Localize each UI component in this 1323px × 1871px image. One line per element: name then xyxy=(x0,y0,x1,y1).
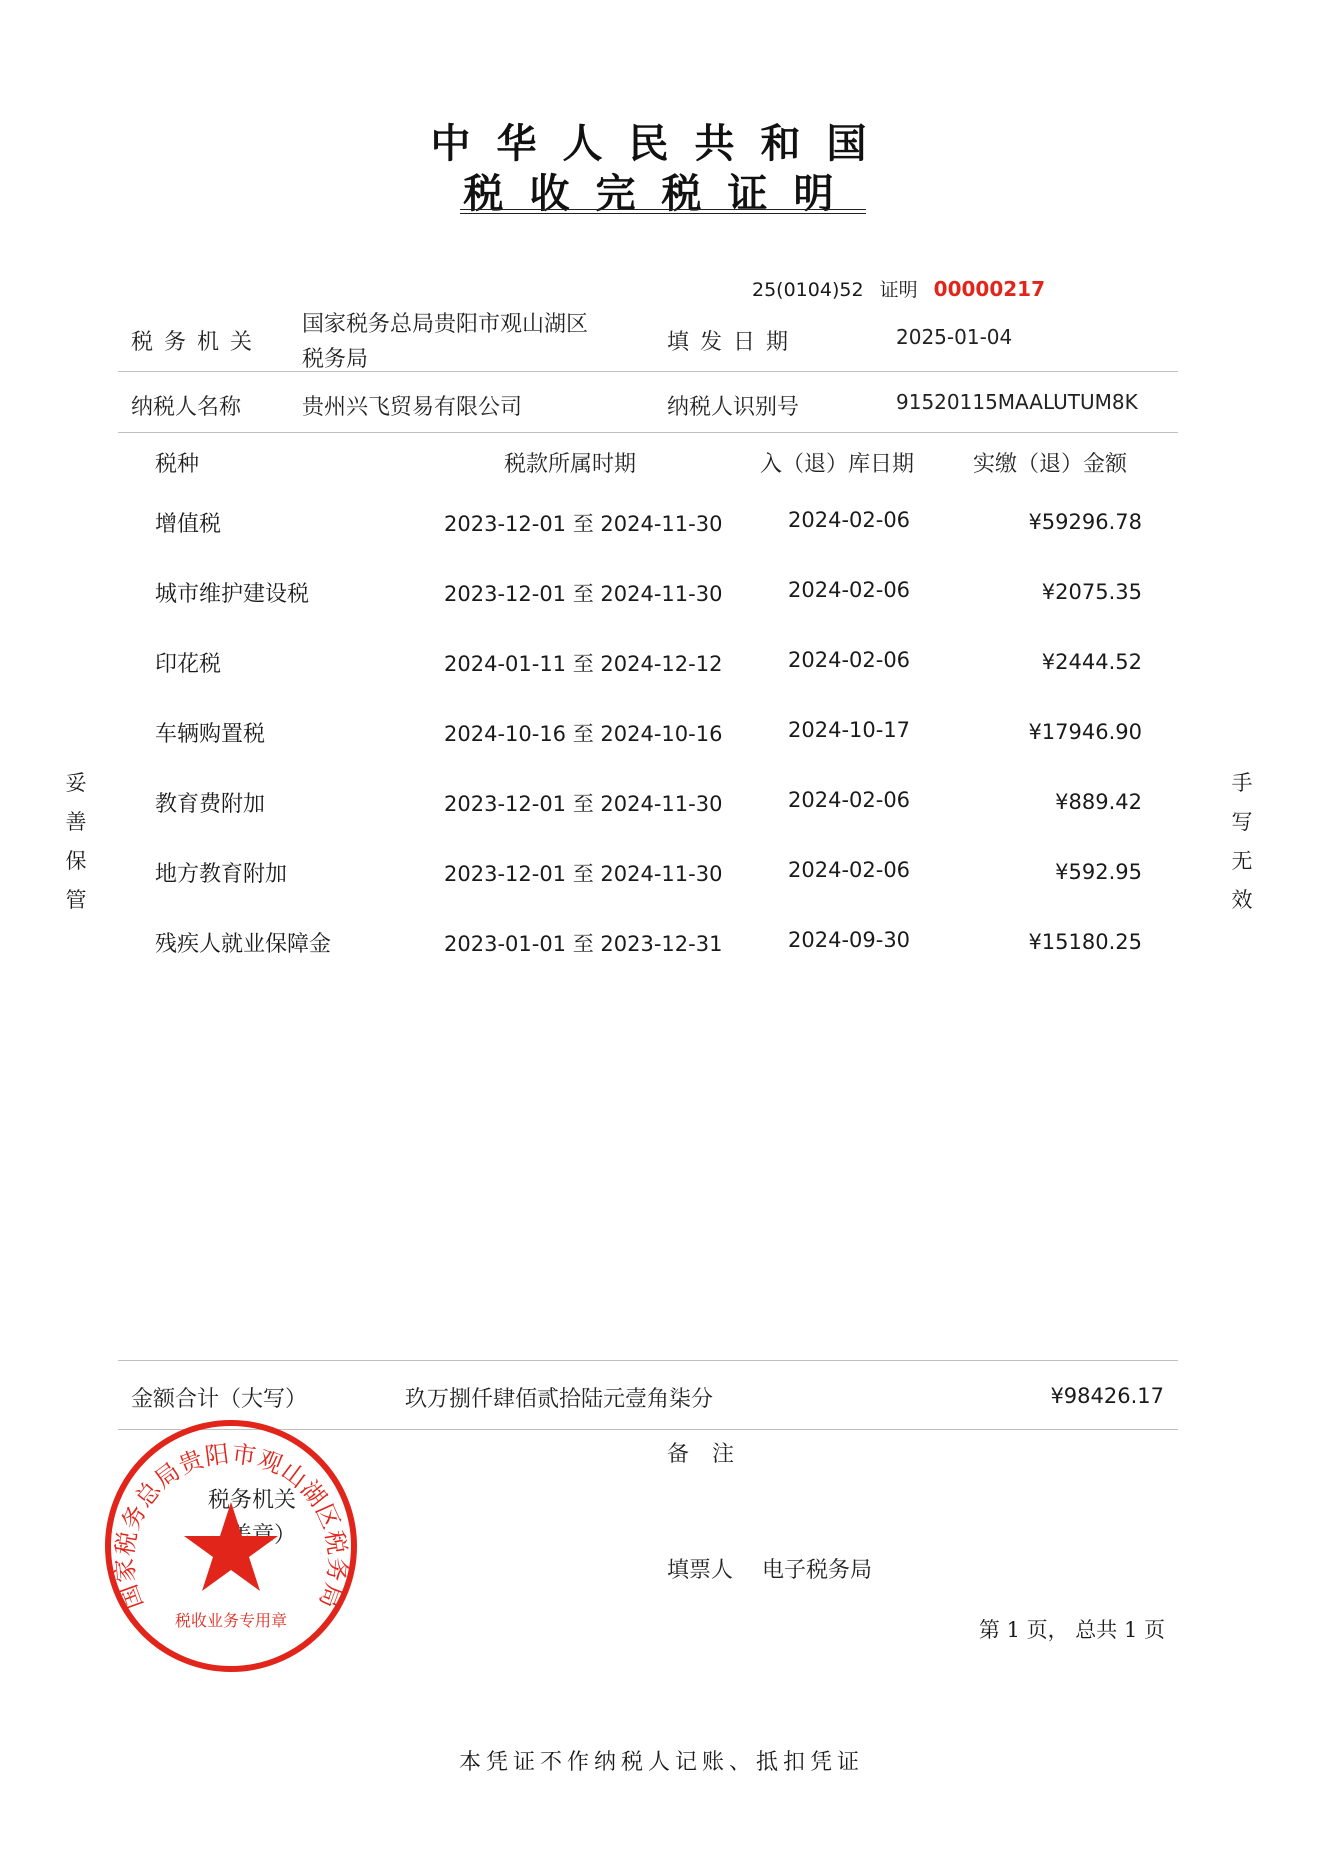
issuer-name: 电子税务局 xyxy=(762,1558,873,1583)
page-info: 第 1 页， 总共 1 页 xyxy=(978,1618,1165,1642)
certificate-serial: 00000217 xyxy=(933,277,1045,301)
issue-date-label: 填 发 日 期 xyxy=(667,330,790,355)
amount: ¥15180.25 xyxy=(1028,930,1142,954)
storage-date: 2024-02-06 xyxy=(788,578,911,602)
amount: ¥889.42 xyxy=(1055,790,1142,814)
taxpayer-name-label: 纳税人名称 xyxy=(131,395,242,420)
tax-type: 城市维护建设税 xyxy=(155,582,310,607)
divider xyxy=(118,371,1178,372)
tax-type: 增值税 xyxy=(155,512,222,537)
amount: ¥2075.35 xyxy=(1041,580,1142,604)
total-in-words: 玖万捌仟肆佰贰拾陆元壹角柒分 xyxy=(405,1387,714,1412)
official-seal xyxy=(103,1418,359,1674)
col-header-date: 入（退）库日期 xyxy=(760,452,915,477)
storage-date: 2024-02-06 xyxy=(788,648,911,672)
side-note-right: 手写无效 xyxy=(1231,771,1253,912)
tax-period: 2024-10-16 至 2024-10-16 xyxy=(444,722,723,746)
taxpayer-name: 贵州兴飞贸易有限公司 xyxy=(302,395,523,420)
tax-period: 2024-01-11 至 2024-12-12 xyxy=(444,652,723,676)
taxpayer-id: 91520115MAALUTUM8K xyxy=(896,390,1138,414)
certificate-label: 证明 xyxy=(879,279,918,301)
col-header-period: 税款所属时期 xyxy=(504,452,637,477)
tax-type: 印花税 xyxy=(155,652,222,677)
col-header-type: 税种 xyxy=(155,452,200,477)
storage-date: 2024-09-30 xyxy=(788,928,911,952)
issuer-line xyxy=(667,1553,872,1584)
divider xyxy=(118,432,1178,433)
issuer-label: 填票人 xyxy=(667,1558,734,1583)
tax-type: 残疾人就业保障金 xyxy=(155,932,332,957)
seal-star-icon xyxy=(184,1502,278,1591)
tax-type: 地方教育附加 xyxy=(155,862,288,887)
col-header-amount: 实缴（退）金额 xyxy=(973,452,1128,477)
issue-date: 2025-01-04 xyxy=(896,325,1013,349)
taxpayer-id-label: 纳税人识别号 xyxy=(667,395,800,420)
amount: ¥17946.90 xyxy=(1028,720,1142,744)
total-amount: ¥98426.17 xyxy=(1050,1384,1164,1408)
tax-period: 2023-12-01 至 2024-11-30 xyxy=(444,512,723,536)
certificate-code: 25(0104)52 xyxy=(752,279,864,301)
document-title-line2: 税收完税证明 xyxy=(463,170,860,217)
seal-inner-text: 税收业务专用章 xyxy=(174,1611,288,1630)
storage-date: 2024-02-06 xyxy=(788,858,911,882)
tax-type: 车辆购置税 xyxy=(155,722,266,747)
seal-note: （盖章） xyxy=(208,1523,297,1548)
storage-date: 2024-10-17 xyxy=(788,718,911,742)
title-underline-2 xyxy=(460,213,866,214)
tax-period: 2023-12-01 至 2024-11-30 xyxy=(444,862,723,886)
title-underline xyxy=(460,209,866,210)
authority-label: 税 务 机 关 xyxy=(131,330,254,355)
certificate-number-line xyxy=(752,275,1045,302)
seal-authority-label: 税务机关 xyxy=(208,1488,297,1513)
storage-date: 2024-02-06 xyxy=(788,788,911,812)
authority-name-line1: 国家税务总局贵阳市观山湖区 xyxy=(302,312,589,337)
seal-ring-text: 国家税务总局贵阳市观山湖区税务局 xyxy=(110,1439,352,1613)
remarks-label: 备 注 xyxy=(667,1442,742,1467)
authority-name-line2: 税务局 xyxy=(302,347,369,372)
tax-period: 2023-12-01 至 2024-11-30 xyxy=(444,582,723,606)
footer-note: 本凭证不作纳税人记账、抵扣凭证 xyxy=(458,1750,864,1775)
amount: ¥2444.52 xyxy=(1041,650,1142,674)
amount: ¥59296.78 xyxy=(1028,510,1142,534)
storage-date: 2024-02-06 xyxy=(788,508,911,532)
document-title-line1: 中华人民共和国 xyxy=(430,120,893,167)
tax-period: 2023-12-01 至 2024-11-30 xyxy=(444,792,723,816)
amount: ¥592.95 xyxy=(1055,860,1142,884)
side-note-left: 妥善保管 xyxy=(65,771,87,912)
total-label: 金额合计（大写） xyxy=(131,1387,308,1412)
divider xyxy=(118,1360,1178,1361)
tax-type: 教育费附加 xyxy=(155,792,266,817)
tax-period: 2023-01-01 至 2023-12-31 xyxy=(444,932,723,956)
